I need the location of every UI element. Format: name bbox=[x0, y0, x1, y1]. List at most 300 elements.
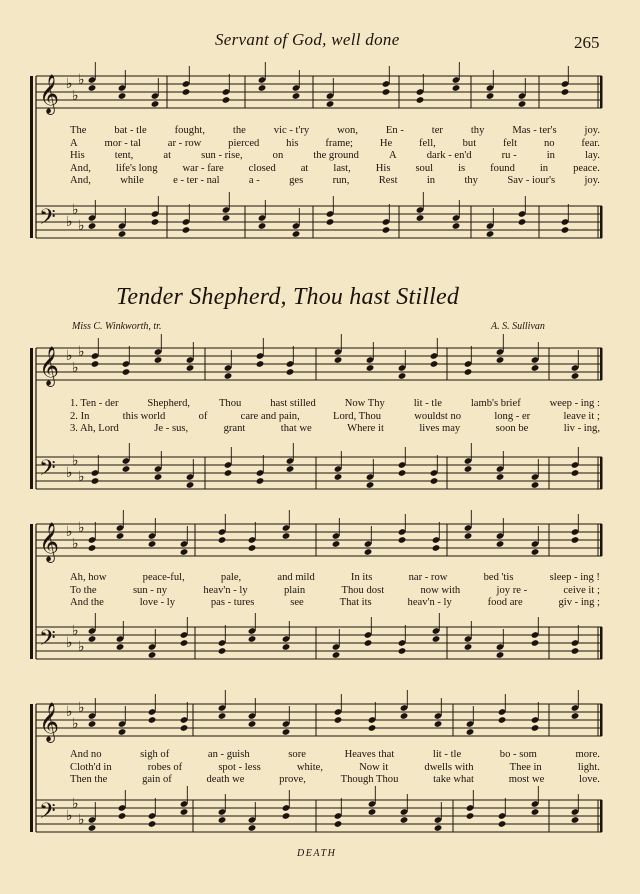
notehead bbox=[118, 728, 127, 736]
flat-sign: ♭ bbox=[66, 348, 73, 364]
notehead bbox=[452, 222, 461, 230]
lyric-word: fought, bbox=[174, 125, 205, 136]
lyric-word: the ground bbox=[313, 150, 359, 162]
lyric-word: felt bbox=[503, 137, 518, 149]
running-title: Servant of God, well done bbox=[215, 30, 400, 49]
treble-clef: 𝄞 bbox=[39, 74, 60, 114]
notehead bbox=[148, 651, 157, 659]
notehead bbox=[118, 812, 127, 820]
lyric-word: Now Thy bbox=[344, 398, 385, 409]
notehead bbox=[248, 720, 257, 728]
lyric-word: Ah, how bbox=[70, 572, 107, 583]
notehead bbox=[496, 473, 505, 481]
lyric-word: And, bbox=[70, 175, 91, 187]
system-brace bbox=[30, 704, 33, 832]
bass-clef: 𝄢 bbox=[39, 205, 56, 235]
notehead bbox=[116, 643, 125, 651]
lyric-word: at bbox=[163, 150, 172, 162]
notehead bbox=[148, 540, 157, 548]
composer-credit: A. S. Sullivan bbox=[491, 321, 545, 332]
flat-sign: ♭ bbox=[72, 453, 79, 469]
lyric-word: a - bbox=[248, 175, 260, 187]
notehead bbox=[382, 226, 391, 234]
notehead bbox=[326, 218, 335, 226]
lyric-word: robes of bbox=[147, 761, 183, 773]
notehead bbox=[292, 92, 301, 100]
lyric-word: dark - en'd bbox=[426, 150, 472, 162]
notehead bbox=[486, 92, 495, 100]
notehead bbox=[400, 816, 409, 824]
flat-sign: ♭ bbox=[78, 72, 85, 88]
notehead bbox=[222, 214, 231, 222]
notehead bbox=[366, 364, 375, 372]
notehead bbox=[531, 364, 540, 372]
lyric-word: run, bbox=[332, 175, 350, 187]
notehead bbox=[466, 812, 475, 820]
lyric-word: fell, bbox=[419, 137, 436, 149]
lyric-word: 1. Ten - der bbox=[70, 398, 119, 409]
notehead bbox=[496, 651, 505, 659]
flat-sign: ♭ bbox=[78, 639, 85, 655]
lyric-word: pas - tures bbox=[210, 597, 255, 609]
lyric-word: lit - tle bbox=[413, 398, 442, 409]
lyric-word: The bbox=[70, 125, 87, 136]
notehead bbox=[486, 230, 495, 238]
lyric-word: To the bbox=[70, 584, 97, 596]
lyric-word: And the bbox=[70, 597, 104, 609]
lyric-word: tent, bbox=[114, 150, 134, 162]
lyric-word: sore bbox=[288, 749, 306, 760]
notehead bbox=[464, 465, 473, 473]
flat-sign: ♭ bbox=[78, 469, 85, 485]
lyric-word: 3. Ah, Lord bbox=[70, 423, 119, 435]
notehead bbox=[218, 712, 227, 720]
notehead bbox=[116, 532, 125, 540]
lyric-word: liv - ing, bbox=[563, 423, 600, 435]
lyric-word: Where it bbox=[347, 423, 384, 435]
treble-clef: 𝄞 bbox=[39, 522, 60, 562]
notehead bbox=[282, 532, 291, 540]
lyric-word: won, bbox=[337, 125, 358, 136]
final-barline bbox=[600, 524, 603, 556]
lyric-word: weep - ing : bbox=[549, 398, 600, 409]
notehead bbox=[571, 712, 580, 720]
notehead bbox=[286, 465, 295, 473]
notehead bbox=[332, 540, 341, 548]
notehead bbox=[258, 84, 267, 92]
flat-sign: ♭ bbox=[66, 214, 73, 230]
notehead bbox=[434, 824, 443, 832]
lyric-word: sun - rise, bbox=[201, 150, 243, 162]
notehead bbox=[571, 647, 580, 655]
lyric-word: while bbox=[120, 175, 144, 187]
notehead bbox=[258, 222, 267, 230]
lyric-word: food are bbox=[487, 597, 523, 609]
lyric-word: ceive it ; bbox=[563, 584, 600, 596]
lyric-word: Heaves that bbox=[344, 749, 395, 760]
lyric-word: Mas - ter's bbox=[512, 125, 557, 136]
notehead bbox=[248, 544, 257, 552]
flat-sign: ♭ bbox=[66, 524, 73, 540]
lyric-word: frame; bbox=[325, 137, 354, 149]
lyric-word: hast stilled bbox=[270, 398, 316, 409]
notehead bbox=[222, 96, 231, 104]
notehead bbox=[434, 720, 443, 728]
lyric-word: ges bbox=[289, 175, 304, 187]
system-brace bbox=[30, 524, 33, 659]
lyric-line bbox=[70, 597, 600, 610]
final-barline bbox=[600, 348, 603, 380]
notehead bbox=[332, 651, 341, 659]
lyric-word: leave it ; bbox=[563, 410, 600, 422]
notehead bbox=[496, 356, 505, 364]
lyric-word: last, bbox=[333, 162, 351, 174]
lyric-line bbox=[70, 411, 600, 424]
lyric-word: on bbox=[272, 150, 284, 162]
notehead bbox=[368, 808, 377, 816]
notehead bbox=[398, 372, 407, 380]
notehead bbox=[218, 647, 227, 655]
lyric-word: care and pain, bbox=[240, 410, 300, 422]
lyric-word: En - bbox=[385, 125, 404, 136]
lyric-word: long - er bbox=[494, 410, 531, 422]
lyric-word: see bbox=[290, 597, 304, 609]
notehead bbox=[518, 100, 527, 108]
lyric-word: ar - row bbox=[167, 137, 202, 149]
notehead bbox=[148, 820, 157, 828]
notehead bbox=[571, 372, 580, 380]
flat-sign: ♭ bbox=[72, 623, 79, 639]
notehead bbox=[154, 473, 163, 481]
notehead bbox=[452, 84, 461, 92]
flat-sign: ♭ bbox=[66, 465, 73, 481]
lyric-word: ter bbox=[431, 125, 443, 136]
page-number: 265 bbox=[574, 33, 600, 52]
notehead bbox=[256, 477, 265, 485]
notehead bbox=[531, 724, 540, 732]
lyric-word: love - ly bbox=[139, 597, 175, 609]
notehead bbox=[292, 230, 301, 238]
system-brace bbox=[30, 348, 33, 489]
lyric-word: Thou dost bbox=[341, 584, 385, 596]
lyric-word: prove, bbox=[279, 774, 306, 786]
flat-sign: ♭ bbox=[66, 76, 73, 92]
hymn-title: Tender Shepherd, Thou hast Stilled bbox=[116, 284, 460, 310]
lyric-word: plain bbox=[283, 584, 306, 596]
bass-clef: 𝄢 bbox=[39, 799, 56, 829]
notehead bbox=[256, 360, 265, 368]
treble-clef: 𝄞 bbox=[39, 346, 60, 386]
flat-sign: ♭ bbox=[72, 716, 79, 732]
notehead bbox=[282, 728, 291, 736]
notehead bbox=[531, 639, 540, 647]
final-barline bbox=[600, 627, 603, 659]
lyric-line bbox=[70, 749, 600, 762]
lyric-word: bat - tle bbox=[114, 125, 147, 136]
lyric-word: white, bbox=[296, 761, 323, 773]
lyric-word: fear. bbox=[581, 137, 600, 149]
notehead bbox=[286, 368, 295, 376]
notehead bbox=[430, 360, 439, 368]
notehead bbox=[398, 536, 407, 544]
lyric-word: thy bbox=[464, 175, 478, 187]
upper-hymn-lyrics bbox=[70, 125, 600, 188]
lyric-word: joy. bbox=[584, 125, 600, 136]
lyric-line bbox=[70, 175, 600, 188]
flat-sign: ♭ bbox=[78, 520, 85, 536]
flat-sign: ♭ bbox=[66, 704, 73, 720]
notehead bbox=[366, 481, 375, 489]
notehead bbox=[571, 816, 580, 824]
notehead bbox=[180, 808, 189, 816]
lyric-word: more. bbox=[575, 749, 600, 760]
lyric-word: take what bbox=[433, 774, 474, 786]
lyric-word: found bbox=[490, 162, 515, 174]
lyric-word: bed 'tis bbox=[483, 572, 514, 583]
lyric-word: Shepherd, bbox=[147, 398, 191, 409]
lyric-word: His bbox=[375, 162, 391, 174]
notehead bbox=[334, 473, 343, 481]
notehead bbox=[224, 372, 233, 380]
flat-sign: ♭ bbox=[78, 344, 85, 360]
lyric-word: And, bbox=[70, 162, 91, 174]
lyric-line bbox=[70, 150, 600, 163]
notehead bbox=[334, 716, 343, 724]
lyric-word: the bbox=[232, 125, 246, 136]
lyric-word: lay. bbox=[585, 150, 600, 162]
lyric-word: at bbox=[300, 162, 309, 174]
lyric-word: joy. bbox=[584, 175, 600, 187]
lyric-word: giv - ing ; bbox=[558, 597, 600, 609]
lyric-line bbox=[70, 398, 600, 411]
lyric-word: He bbox=[379, 137, 393, 149]
lyric-word: this world bbox=[122, 410, 166, 422]
notehead bbox=[180, 548, 189, 556]
flat-sign: ♭ bbox=[72, 796, 79, 812]
notehead bbox=[118, 92, 127, 100]
lyric-line bbox=[70, 125, 600, 138]
lyric-line bbox=[70, 572, 600, 585]
lyric-word: an - guish bbox=[207, 749, 250, 760]
lyric-word: his bbox=[286, 137, 299, 149]
lyric-word: thy bbox=[470, 125, 485, 136]
lyric-word: e - ter - nal bbox=[173, 175, 220, 187]
lyric-word: 2. In bbox=[70, 410, 90, 422]
lyric-word: heav'n - ly bbox=[407, 597, 452, 609]
final-barline bbox=[600, 76, 603, 108]
lyric-word: closed bbox=[248, 162, 276, 174]
system1-lyrics bbox=[70, 398, 600, 436]
notehead bbox=[498, 716, 507, 724]
lyric-word: heav'n - ly bbox=[203, 584, 248, 596]
notehead bbox=[464, 368, 473, 376]
lyric-word: A bbox=[70, 137, 78, 149]
notehead bbox=[282, 812, 291, 820]
lyric-line bbox=[70, 585, 600, 598]
lyric-line bbox=[70, 423, 600, 436]
lyric-word: Rest bbox=[378, 175, 398, 187]
notehead bbox=[182, 226, 191, 234]
notehead bbox=[496, 540, 505, 548]
lyric-word: and mild bbox=[277, 572, 315, 583]
lyric-line bbox=[70, 774, 600, 787]
lyric-line bbox=[70, 762, 600, 775]
lyric-word: dwells with bbox=[424, 761, 474, 773]
lyric-word: lit - tle bbox=[432, 749, 462, 760]
bass-clef: 𝄢 bbox=[39, 626, 56, 656]
lyric-word: lives may bbox=[419, 423, 461, 435]
lyric-word: most we bbox=[508, 774, 545, 786]
flat-sign: ♭ bbox=[66, 635, 73, 651]
lyric-word: soon be bbox=[495, 423, 529, 435]
notehead bbox=[368, 724, 377, 732]
lyric-word: peace-ful, bbox=[142, 572, 185, 583]
notehead bbox=[364, 639, 373, 647]
lyric-word: in bbox=[539, 162, 549, 174]
lyric-word: that we bbox=[280, 423, 312, 435]
notehead bbox=[148, 716, 157, 724]
notehead bbox=[382, 88, 391, 96]
lyric-word: sun - ny bbox=[132, 584, 168, 596]
system-brace bbox=[30, 76, 33, 238]
lyric-word: Je - sus, bbox=[154, 423, 189, 435]
notehead bbox=[186, 481, 195, 489]
notehead bbox=[248, 824, 257, 832]
notehead bbox=[122, 465, 131, 473]
final-barline bbox=[600, 457, 603, 489]
treble-clef: 𝄞 bbox=[39, 702, 60, 742]
lyric-line bbox=[70, 138, 600, 151]
notehead bbox=[398, 469, 407, 477]
system3-lyrics bbox=[70, 749, 600, 787]
notehead bbox=[531, 481, 540, 489]
notehead bbox=[561, 226, 570, 234]
lyric-word: That its bbox=[339, 597, 372, 609]
lyric-word: Cloth'd in bbox=[70, 761, 112, 773]
notehead bbox=[91, 360, 100, 368]
notehead bbox=[464, 532, 473, 540]
flat-sign: ♭ bbox=[78, 700, 85, 716]
notehead bbox=[326, 100, 335, 108]
flat-sign: ♭ bbox=[72, 88, 79, 104]
lyric-word: Sav - iour's bbox=[507, 175, 556, 187]
lyric-word: And no bbox=[70, 749, 102, 760]
lyric-word: pale, bbox=[220, 572, 242, 583]
notehead bbox=[466, 728, 475, 736]
final-barline bbox=[600, 206, 603, 238]
lyric-word: Though Thou bbox=[340, 774, 399, 786]
notehead bbox=[122, 368, 131, 376]
notehead bbox=[334, 820, 343, 828]
notehead bbox=[432, 544, 441, 552]
flat-sign: ♭ bbox=[72, 360, 79, 376]
lyric-word: light. bbox=[577, 761, 600, 773]
flat-sign: ♭ bbox=[78, 812, 85, 828]
notehead bbox=[180, 639, 189, 647]
notehead bbox=[282, 643, 291, 651]
final-barline bbox=[600, 800, 603, 832]
lyric-word: joy re - bbox=[496, 584, 528, 596]
notehead bbox=[531, 808, 540, 816]
lyric-word: nar - row bbox=[408, 572, 448, 583]
notehead bbox=[88, 222, 97, 230]
notehead bbox=[91, 477, 100, 485]
lyric-word: war - fare bbox=[182, 162, 224, 174]
flat-sign: ♭ bbox=[72, 536, 79, 552]
lyric-word: death we bbox=[206, 774, 245, 786]
lyric-word: mor - tal bbox=[104, 137, 141, 149]
lyric-word: In its bbox=[350, 572, 373, 583]
lyric-word: of bbox=[198, 410, 208, 422]
lyric-word: lamb's brief bbox=[470, 398, 521, 409]
notehead bbox=[118, 230, 127, 238]
notehead bbox=[432, 635, 441, 643]
notehead bbox=[218, 536, 227, 544]
lyric-word: ru - bbox=[501, 150, 517, 162]
notehead bbox=[364, 548, 373, 556]
lyric-word: sigh of bbox=[140, 749, 170, 760]
lyric-word: in bbox=[426, 175, 436, 187]
bass-clef: 𝄢 bbox=[39, 456, 56, 486]
lyric-word: grant bbox=[223, 423, 246, 435]
lyric-word: peace. bbox=[573, 162, 600, 174]
lyric-word: Thee in bbox=[509, 761, 542, 773]
flat-sign: ♭ bbox=[66, 808, 73, 824]
lyric-word: Lord, Thou bbox=[332, 410, 382, 422]
notehead bbox=[398, 647, 407, 655]
lyric-word: in bbox=[546, 150, 555, 162]
lyric-word: Thou bbox=[218, 398, 242, 409]
lyric-word: soul bbox=[415, 162, 434, 174]
lyric-word: vic - t'ry bbox=[273, 125, 310, 136]
notehead bbox=[571, 469, 580, 477]
lyric-word: Then the bbox=[70, 774, 108, 786]
notehead bbox=[464, 643, 473, 651]
notehead bbox=[186, 364, 195, 372]
section-label: DEATH bbox=[297, 848, 337, 859]
lyric-word: now with bbox=[420, 584, 461, 596]
notehead bbox=[180, 724, 189, 732]
notehead bbox=[334, 356, 343, 364]
notehead bbox=[531, 548, 540, 556]
lyric-word: spot - less bbox=[218, 761, 261, 773]
notehead bbox=[88, 635, 97, 643]
notehead bbox=[154, 356, 163, 364]
notehead bbox=[151, 100, 160, 108]
lyric-word: His bbox=[70, 150, 85, 162]
flat-sign: ♭ bbox=[72, 202, 79, 218]
notehead bbox=[88, 544, 97, 552]
notehead bbox=[218, 816, 227, 824]
translator-credit: Miss C. Winkworth, tr. bbox=[72, 321, 162, 332]
notehead bbox=[151, 218, 160, 226]
final-barline bbox=[600, 704, 603, 736]
lyric-word: wouldst no bbox=[414, 410, 462, 422]
lyric-word: but bbox=[462, 137, 477, 149]
lyric-word: life's long bbox=[115, 162, 158, 174]
system2-lyrics bbox=[70, 572, 600, 610]
notehead bbox=[571, 536, 580, 544]
flat-sign: ♭ bbox=[78, 218, 85, 234]
lyric-word: Now it bbox=[359, 761, 389, 773]
lyric-line bbox=[70, 163, 600, 176]
notehead bbox=[88, 824, 97, 832]
notehead bbox=[248, 635, 257, 643]
lyric-word: no bbox=[543, 137, 555, 149]
notehead bbox=[498, 820, 507, 828]
lyric-word: pierced bbox=[228, 137, 260, 149]
notehead bbox=[224, 469, 233, 477]
